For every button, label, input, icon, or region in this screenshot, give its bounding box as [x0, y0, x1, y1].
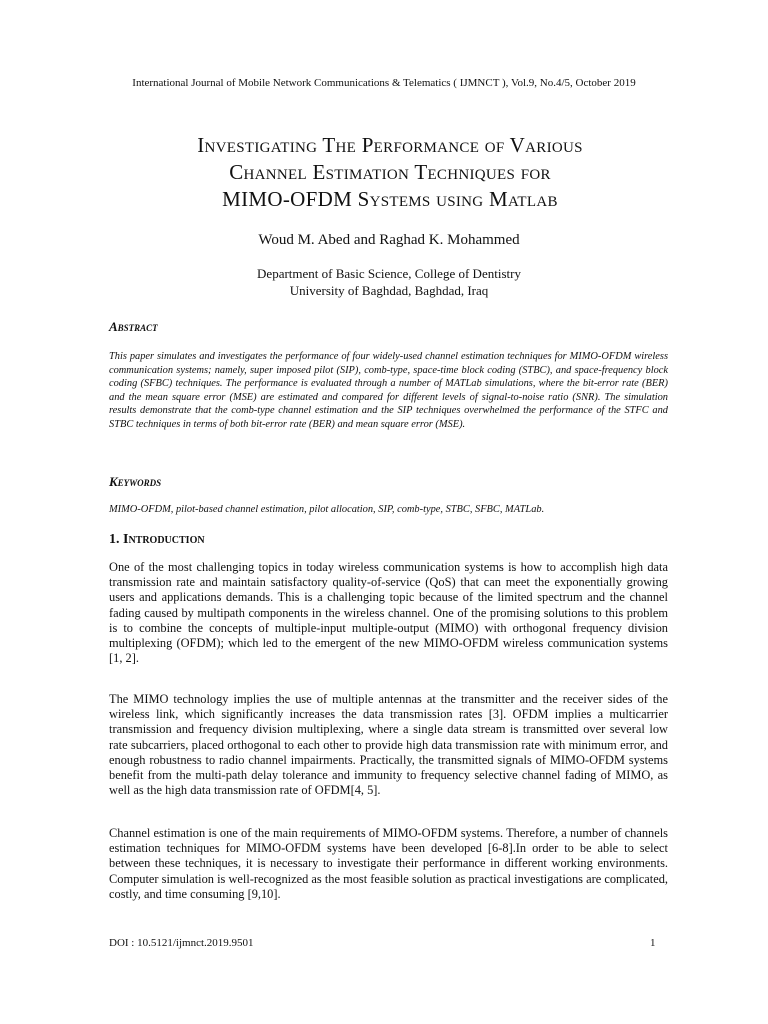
title-line-3: MIMO-OFDM Systems using Matlab — [222, 187, 558, 211]
title-line-2: Channel Estimation Techniques for — [229, 160, 551, 184]
paper-title — [60, 132, 720, 213]
introduction-heading: 1. Introduction — [109, 532, 205, 547]
footer-doi: DOI : 10.5121/ijmnct.2019.9501 — [109, 937, 254, 949]
intro-paragraph-1: One of the most challenging topics in today wireless communication systems is how to accomplish high data transmission rate and maintain satisfactory quality-of-service (QoS) that can meet the exponentially growing users and applications demands. This is a challenging topic because of the limited spectrum and the channel fading caused by multipath components in the wireless channel. One of the promising solutions to this problem is to combine the concepts of multiple-input multiple-output (MIMO) with orthogonal frequency division multiplexing (OFDM); which led to the emergent of the new MIMO-OFDM wireless communication systems [1, 2]. — [109, 560, 668, 666]
abstract-heading: Abstract — [109, 319, 158, 334]
keywords-heading: Keywords — [109, 474, 162, 489]
page-number: 1 — [650, 937, 656, 949]
affiliation-line-2: University of Baghdad, Baghdad, Iraq — [289, 283, 489, 298]
keywords-text: MIMO-OFDM, pilot-based channel estimation, pilot allocation, SIP, comb-type, STBC, SFBC, MATLab. — [109, 504, 545, 515]
running-header: International Journal of Mobile Network Communications & Telematics ( IJMNCT ), Vol.9, No.4/5, October 2019 — [132, 77, 636, 89]
affiliation — [0, 265, 768, 299]
intro-paragraph-3: Channel estimation is one of the main requirements of MIMO-OFDM systems. Therefore, a number of channels estimation techniques for MIMO-OFDM systems have been developed [6-8].In order to be able to select between these techniques, it is necessary to investigate their performance in different working environments. Computer simulation is well-recognized as the most feasible solution as practical investigations are complicated, costly, and time consuming [9,10]. — [109, 826, 668, 901]
affiliation-line-1: Department of Basic Science, College of Dentistry — [257, 266, 521, 281]
abstract-text: This paper simulates and investigates the performance of four widely-used channel estimation techniques for MIMO-OFDM wireless communication systems; namely, super imposed pilot (SIP), comb-type, space-time block coding (STBC), and space-frequency block coding (SFBC) techniques. The performance is evaluated through a number of MATLab simulations, where the bit-error rate (BER) and the mean square error (MSE) are estimated and compared for different levels of signal-to-noise ratio (SNR). The simulation results demonstrate that the comb-type channel estimation and the SIP techniques overwhelmed the performance of the STFC and STBC techniques in terms of both bit-error rate (BER) and mean square error (MSE). — [109, 351, 668, 430]
title-line-1: Investigating The Performance of Various — [197, 133, 583, 157]
authors: Woud M. Abed and Raghad K. Mohammed — [258, 232, 520, 248]
intro-paragraph-2: The MIMO technology implies the use of multiple antennas at the transmitter and the receiver sides of the wireless link, which significantly increases the data transmission rates [3]. OFDM implies a multicarrier transmission and frequency division multiplexing, where a single data stream is transmitted over several low rate subcarriers, placed orthogonal to each other to provide high data transmission rate with minimum error, and enough robustness to radio channel impairments. Practically, the transmitted signals of MIMO-OFDM systems benefit from the multi-path delay tolerance and immunity to frequency selective channel fading of MIMO, as well as the high data transmission rate of OFDM[4, 5]. — [109, 692, 668, 798]
